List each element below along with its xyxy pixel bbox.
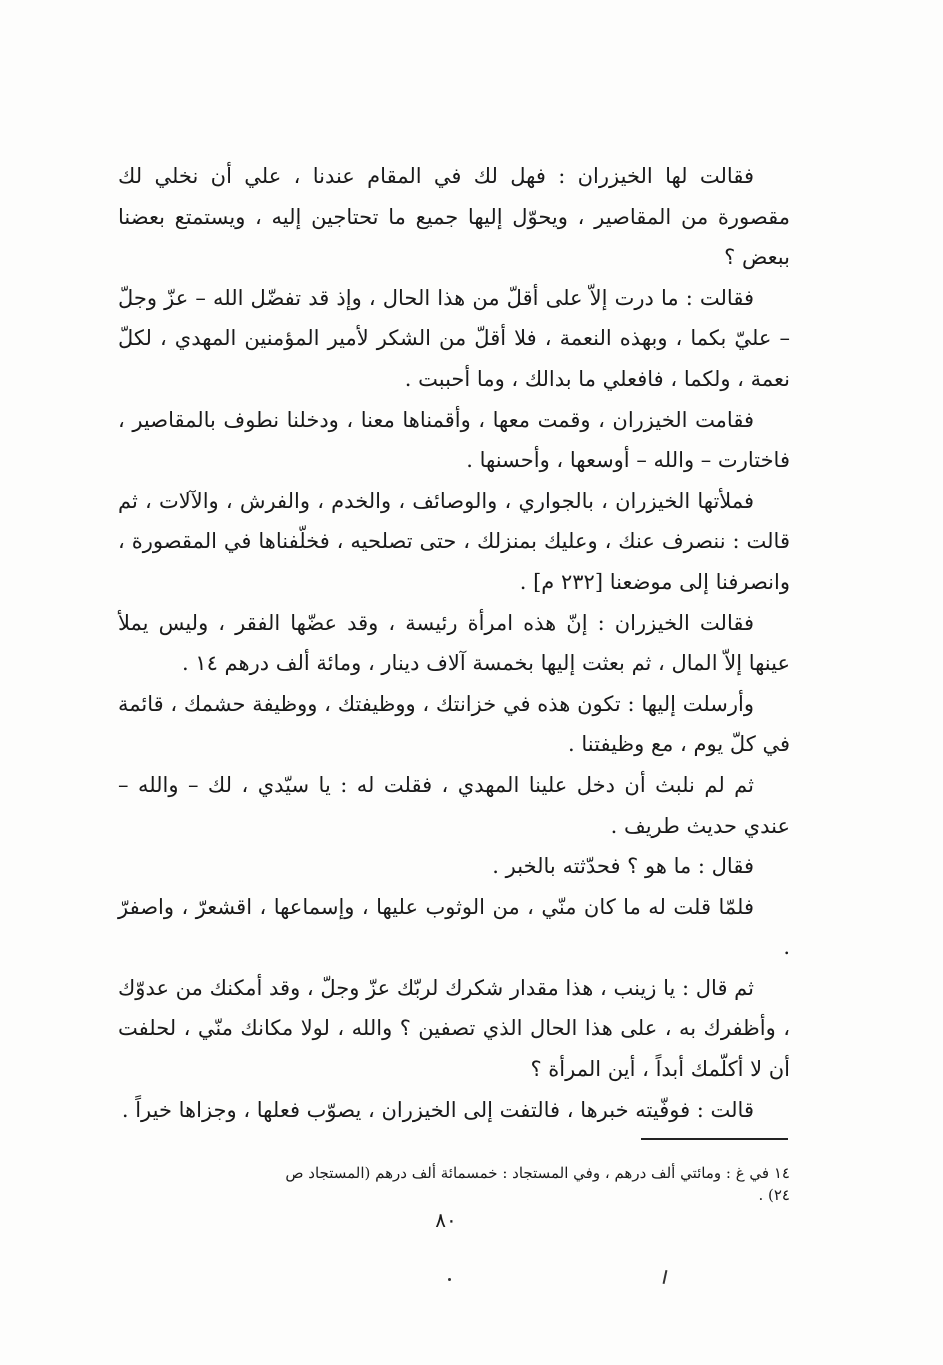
paragraph: فقال : ما هو ؟ فحدّثته بالخبر . [492,854,754,879]
paragraph: فقامت الخيزران ، وقمت معها ، وأقمناها معنا ، ودخلنا نطوف بالمقاصير ، فاختارت – والله – أوسعها ، وأحسنها . [118,407,790,473]
scan-speck [663,1270,668,1284]
paragraph: ثم قال : يا زينب ، هذا مقدار شكرك لربّك عزّ وجلّ ، وقد أمكنك من عدوّك ، وأظفرك به ، على هذا الحال الذي تصفين ؟ والله ، لولا مكانك منّي ، لحلفت أن لا أكلّمك أبداً ، أين المرأة ؟ [118,975,790,1082]
page-number: ٨٠ [435,1208,457,1232]
scan-speck [448,1278,451,1281]
main-text [118,156,790,1130]
paragraph: وأرسلت إليها : تكون هذه في خزانتك ، ووظيفتك ، ووظيفة حشمك ، قائمة في كلّ يوم ، مع وظيفتنا . [118,691,790,757]
paragraph: ثم لم نلبث أن دخل علينا المهدي ، فقلت له : يا سيّدي ، لك – والله – عندي حديث طريف . [118,772,790,838]
footnote: ١٤ في غ : ومائتي ألف درهم ، وفي المستجاد : خمسمائة ألف درهم (المستجاد ص ٢٤) . [285,1164,790,1204]
footnote-divider [641,1138,788,1140]
paragraph: فقالت لها الخيزران : فهل لك في المقام عندنا ، علي أن نخلي لك مقصورة من المقاصير ، ويحوّل إليها جميع ما تحتاجين إليه ، ويستمتع بعضنا ببعض ؟ [118,164,790,270]
paragraph: فقالت : ما درت إلاّ على أقلّ من هذا الحال ، وإذ قد تفضّل الله – عزّ وجلّ – عليّ بكما ، وبهذه النعمة ، فلا أقلّ من الشكر لأمير المؤمنين المهدي ، لكلّ نعمة ، ولكما ، فافعلي ما بدالك ، وما أحببت . [118,285,790,391]
paragraph: فلمّا قلت له ما كان منّي ، من الوثوب عليها ، وإسماعها ، اقشعرّ ، واصفرّ . [118,894,790,960]
paragraph: فقالت الخيزران : إنّ هذه امرأة رئيسة ، وقد عضّها الفقر ، وليس يملأ عينها إلاّ المال ، ثم بعثت إليها بخمسة آلاف دينار ، ومائة ألف درهم ١٤ . [118,610,790,676]
paragraph: قالت : فوفّيته خبرها ، فالتفت إلى الخيزران ، يصوّب فعلها ، وجزاها خيراً . [121,1097,754,1122]
paragraph: فملأتها الخيزران ، بالجواري ، والوصائف ، والخدم ، والفرش ، والآلات ، ثم قالت : ننصرف عنك ، وعليك بمنزلك ، حتى تصلحيه ، فخلّفناها في المقصورة ، وانصرفنا إلى موضعنا [٢٣٢ م] . [118,488,790,594]
